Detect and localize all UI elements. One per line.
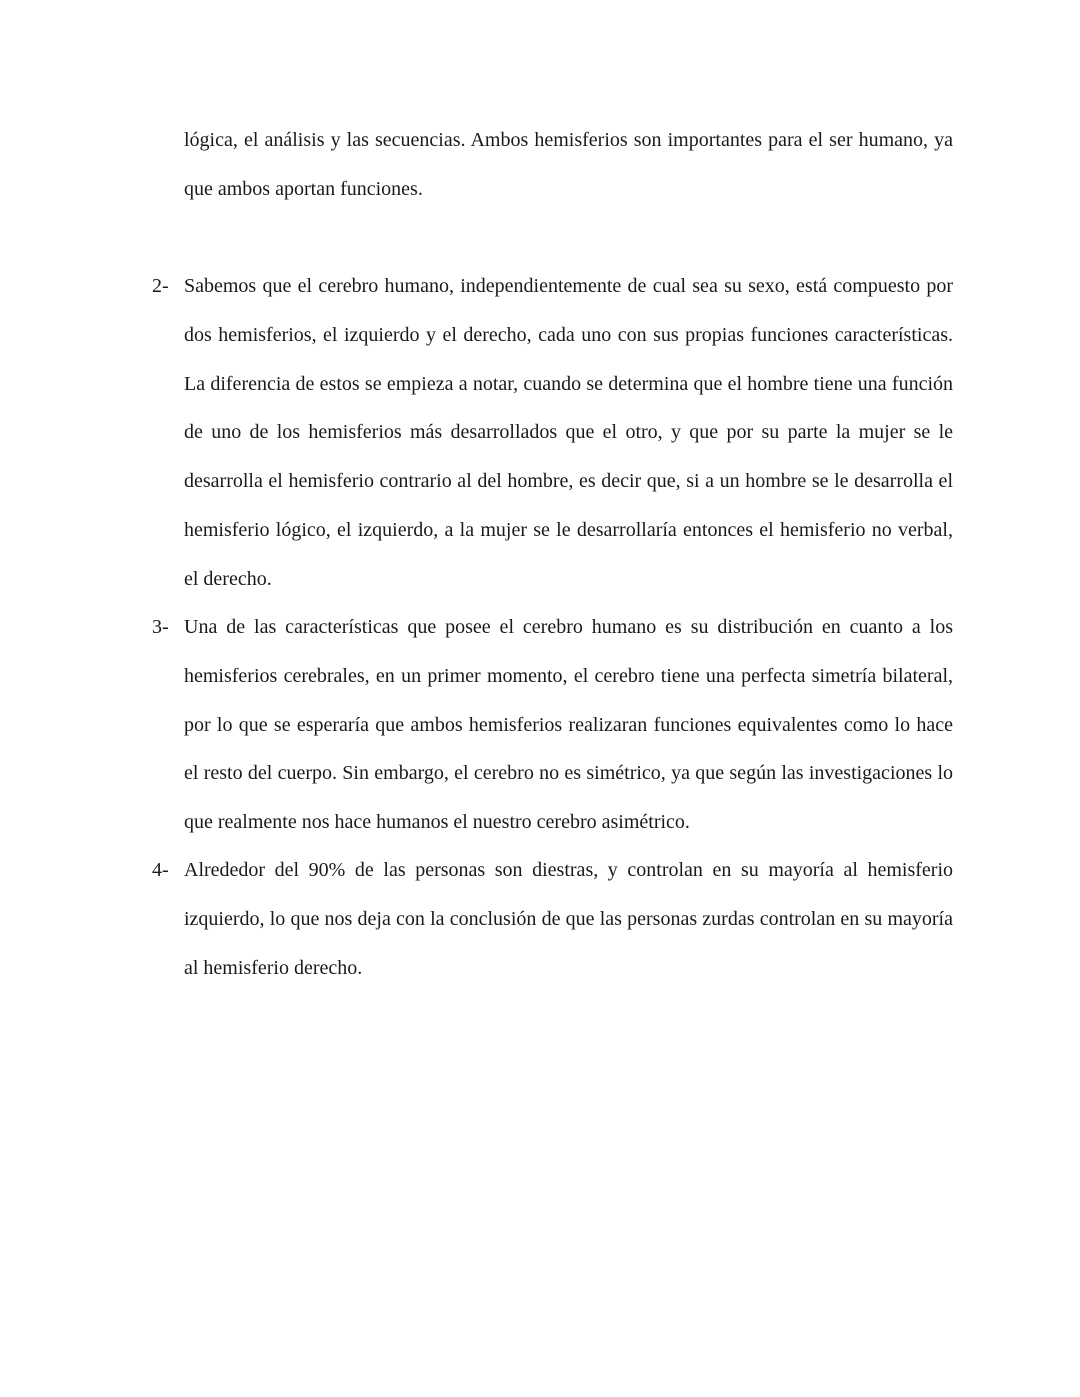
- list-item-number: 2-: [152, 275, 169, 297]
- list-item-number: 3-: [152, 616, 169, 638]
- continuation-paragraph: lógica, el análisis y las secuencias. Ambos hemisferios son importantes para el ser humano, ya que ambos aportan funciones.: [184, 129, 953, 200]
- list-item-number: 4-: [152, 859, 169, 881]
- list-item-text: Alrededor del 90% de las personas son diestras, y controlan en su mayoría al hemisferio izquierdo, lo que nos deja con la conclusión de que las personas zurdas controlan en su mayoría al hemisferio derecho.: [184, 859, 953, 979]
- list-item-text: Una de las características que posee el cerebro humano es su distribución en cuanto a los hemisferios cerebrales, en un primer momento, el cerebro tiene una perfecta simetría bilateral, por lo que se esperaría que ambos hemisferios realizaran funciones equivalentes como lo hace el resto del cuerpo. Sin embargo, el cerebro no es simétrico, ya que según las investigaciones lo que realmente nos hace humanos el nuestro cerebro asimétrico.: [184, 616, 953, 834]
- list-item-text: Sabemos que el cerebro humano, independientemente de cual sea su sexo, está compuesto por dos hemisferios, el izquierdo y el derecho, cada uno con sus propias funciones características. La diferencia de estos se empieza a notar, cuando se determina que el hombre tiene una función de uno de los hemisferios más desarrollados que el otro, y que por su parte la mujer se le desarrolla el hemisferio contrario al del hombre, es decir que, si a un hombre se le desarrolla el hemisferio lógico, el izquierdo, a la mujer se le desarrollaría entonces el hemisferio no verbal, el derecho.: [184, 275, 953, 590]
